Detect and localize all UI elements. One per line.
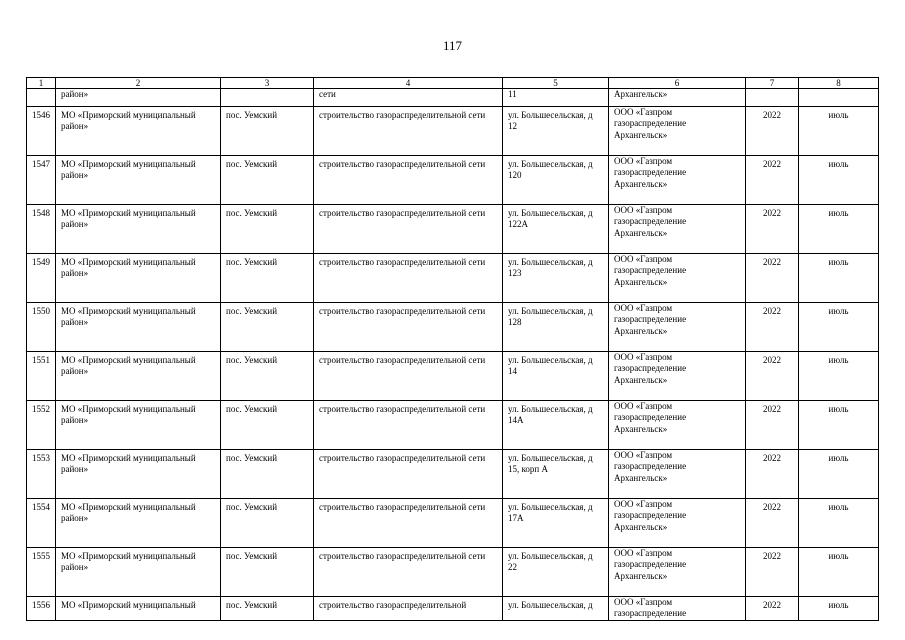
cell-municipality: МО «Приморский муниципальный район» xyxy=(56,156,221,205)
cell-num: 1556 xyxy=(27,597,56,621)
cell-address: ул. Большесельская, д 12 xyxy=(503,107,609,156)
cell-work: строительство газораспределительной сети xyxy=(314,254,503,303)
cell-work: строительство газораспределительной сети xyxy=(314,401,503,450)
cell-municipality: район» xyxy=(56,89,221,107)
cell-organization: ООО «Газпром газораспределение Архангельск» xyxy=(609,254,746,303)
cell-month: июль xyxy=(799,499,879,548)
cell-organization: ООО «Газпром газораспределение xyxy=(609,597,746,621)
cell-municipality: МО «Приморский муниципальный район» xyxy=(56,401,221,450)
table-row xyxy=(27,303,879,352)
column-header-1: 1 xyxy=(27,78,56,89)
cell-month: июль xyxy=(799,548,879,597)
cell-month: июль xyxy=(799,254,879,303)
cell-num: 1550 xyxy=(27,303,56,352)
column-header-8: 8 xyxy=(799,78,879,89)
cell-settlement: пос. Уемский xyxy=(221,450,314,499)
cell-settlement: пос. Уемский xyxy=(221,254,314,303)
cell-year: 2022 xyxy=(746,303,799,352)
cell-year: 2022 xyxy=(746,548,799,597)
cell-address: ул. Большесельская, д 15, корп А xyxy=(503,450,609,499)
cell-organization: ООО «Газпром газораспределение Архангельск» xyxy=(609,107,746,156)
cell-organization: ООО «Газпром газораспределение Архангельск» xyxy=(609,450,746,499)
cell-address: ул. Большесельская, д 120 xyxy=(503,156,609,205)
cell-organization: ООО «Газпром газораспределение Архангельск» xyxy=(609,156,746,205)
cell-num: 1555 xyxy=(27,548,56,597)
cell-settlement xyxy=(221,89,314,107)
cell-municipality: МО «Приморский муниципальный район» xyxy=(56,254,221,303)
cell-address: ул. Большесельская, д 128 xyxy=(503,303,609,352)
cell-num xyxy=(27,89,56,107)
cell-settlement: пос. Уемский xyxy=(221,107,314,156)
table-row xyxy=(27,254,879,303)
cell-work: сети xyxy=(314,89,503,107)
cell-work: строительство газораспределительной сети xyxy=(314,499,503,548)
cell-municipality: МО «Приморский муниципальный район» xyxy=(56,499,221,548)
table-row xyxy=(27,107,879,156)
cell-month: июль xyxy=(799,303,879,352)
cell-year: 2022 xyxy=(746,401,799,450)
cell-municipality: МО «Приморский муниципальный район» xyxy=(56,352,221,401)
cell-year: 2022 xyxy=(746,254,799,303)
cell-month: июль xyxy=(799,597,879,621)
page-number: 117 xyxy=(442,38,463,53)
table-row xyxy=(27,499,879,548)
cell-work: строительство газораспределительной сети xyxy=(314,156,503,205)
cell-address: ул. Большесельская, д 14 xyxy=(503,352,609,401)
cell-num: 1552 xyxy=(27,401,56,450)
cell-settlement: пос. Уемский xyxy=(221,205,314,254)
cell-month: июль xyxy=(799,107,879,156)
table-row xyxy=(27,450,879,499)
cell-num: 1554 xyxy=(27,499,56,548)
column-header-5: 5 xyxy=(503,78,609,89)
cell-address: ул. Большесельская, д 17А xyxy=(503,499,609,548)
continuation-row xyxy=(27,89,879,107)
cell-month: июль xyxy=(799,205,879,254)
cell-organization: ООО «Газпром газораспределение Архангельск» xyxy=(609,401,746,450)
cell-year: 2022 xyxy=(746,352,799,401)
column-header-6: 6 xyxy=(609,78,746,89)
cell-address: ул. Большесельская, д 123 xyxy=(503,254,609,303)
table-row-partial xyxy=(27,597,879,621)
cell-address: ул. Большесельская, д 22 xyxy=(503,548,609,597)
cell-work: строительство газораспределительной сети xyxy=(314,548,503,597)
cell-year: 2022 xyxy=(746,597,799,621)
table-row xyxy=(27,352,879,401)
cell-num: 1548 xyxy=(27,205,56,254)
cell-settlement: пос. Уемский xyxy=(221,156,314,205)
cell-address: ул. Большесельская, д 122А xyxy=(503,205,609,254)
cell-municipality: МО «Приморский муниципальный район» xyxy=(56,303,221,352)
table-row xyxy=(27,156,879,205)
cell-year: 2022 xyxy=(746,499,799,548)
cell-settlement: пос. Уемский xyxy=(221,597,314,621)
cell-organization: ООО «Газпром газораспределение Архангельск» xyxy=(609,303,746,352)
table-row xyxy=(27,205,879,254)
cell-settlement: пос. Уемский xyxy=(221,548,314,597)
cell-num: 1551 xyxy=(27,352,56,401)
cell-settlement: пос. Уемский xyxy=(221,303,314,352)
cell-month xyxy=(799,89,879,107)
cell-year: 2022 xyxy=(746,156,799,205)
cell-work: строительство газораспределительной сети xyxy=(314,205,503,254)
column-header-3: 3 xyxy=(221,78,314,89)
cell-address: 11 xyxy=(503,89,609,107)
cell-address: ул. Большесельская, д 14А xyxy=(503,401,609,450)
header-row xyxy=(27,78,879,89)
cell-organization: ООО «Газпром газораспределение Архангельск» xyxy=(609,205,746,254)
cell-organization: Архангельск» xyxy=(609,89,746,107)
cell-year: 2022 xyxy=(746,205,799,254)
table-row xyxy=(27,548,879,597)
cell-settlement: пос. Уемский xyxy=(221,352,314,401)
cell-settlement: пос. Уемский xyxy=(221,401,314,450)
cell-num: 1553 xyxy=(27,450,56,499)
cell-month: июль xyxy=(799,352,879,401)
column-header-4: 4 xyxy=(314,78,503,89)
cell-municipality: МО «Приморский муниципальный район» xyxy=(56,548,221,597)
column-header-2: 2 xyxy=(56,78,221,89)
cell-work: строительство газораспределительной сети xyxy=(314,107,503,156)
column-header-7: 7 xyxy=(746,78,799,89)
cell-month: июль xyxy=(799,450,879,499)
cell-municipality: МО «Приморский муниципальный район» xyxy=(56,107,221,156)
cell-municipality: МО «Приморский муниципальный район» xyxy=(56,205,221,254)
cell-num: 1546 xyxy=(27,107,56,156)
cell-num: 1549 xyxy=(27,254,56,303)
table-row xyxy=(27,401,879,450)
cell-year xyxy=(746,89,799,107)
cell-organization: ООО «Газпром газораспределение Архангельск» xyxy=(609,499,746,548)
cell-month: июль xyxy=(799,401,879,450)
cell-municipality: МО «Приморский муниципальный xyxy=(56,597,221,621)
cell-work: строительство газораспределительной сети xyxy=(314,450,503,499)
cell-settlement: пос. Уемский xyxy=(221,499,314,548)
cell-year: 2022 xyxy=(746,107,799,156)
cell-organization: ООО «Газпром газораспределение Архангельск» xyxy=(609,352,746,401)
cell-municipality: МО «Приморский муниципальный район» xyxy=(56,450,221,499)
cell-address: ул. Большесельская, д xyxy=(503,597,609,621)
cell-num: 1547 xyxy=(27,156,56,205)
cell-month: июль xyxy=(799,156,879,205)
registry-table xyxy=(26,77,879,621)
cell-work: строительство газораспределительной сети xyxy=(314,352,503,401)
cell-work: строительство газораспределительной xyxy=(314,597,503,621)
cell-work: строительство газораспределительной сети xyxy=(314,303,503,352)
cell-year: 2022 xyxy=(746,450,799,499)
cell-organization: ООО «Газпром газораспределение Архангельск» xyxy=(609,548,746,597)
